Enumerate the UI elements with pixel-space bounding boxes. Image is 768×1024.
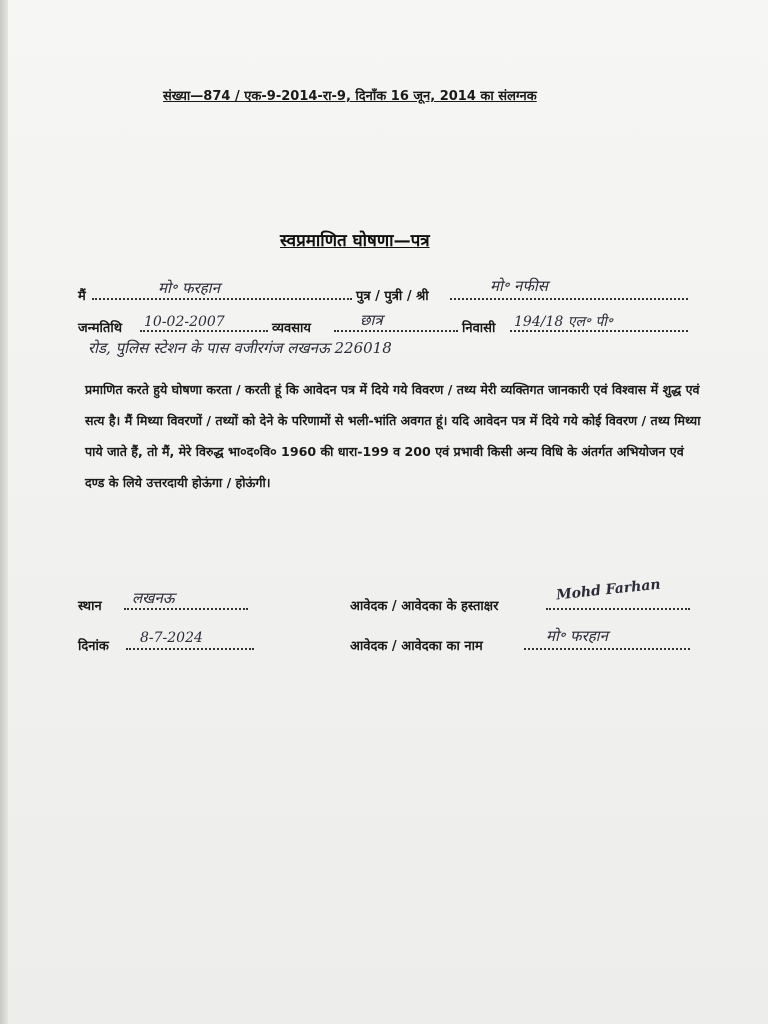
dob-field-line	[140, 330, 268, 332]
label-main: मैं	[78, 289, 86, 304]
applicant-name-field-line	[524, 648, 690, 650]
declarant-name: मो॰ फरहान	[158, 279, 220, 297]
occupation: छात्र	[360, 311, 383, 329]
label-residence: निवासी	[462, 321, 496, 336]
place-value: लखनऊ	[132, 589, 175, 607]
applicant-name-row	[350, 627, 698, 654]
label-signature: आवेदक / आवेदका के हस्ताक्षर	[350, 599, 499, 614]
reference-number: संख्या—874 / एक-9-2014-रा-9, दिनाँक 16 जून, 2014 का संलग्नक	[163, 89, 537, 104]
label-place: स्थान	[78, 599, 102, 614]
occupation-field-line	[334, 330, 458, 332]
document-page	[8, 0, 768, 1024]
date-field-line	[126, 648, 254, 650]
place-row	[78, 589, 268, 614]
applicant-name: मो॰ फरहान	[546, 627, 608, 645]
label-occupation: व्यवसाय	[272, 321, 311, 336]
document-title: स्वप्रमाणित घोषणा—पत्र	[280, 231, 430, 251]
father-name-field-line	[450, 298, 688, 300]
address-part-1: 194/18 एल॰ पी॰	[514, 314, 613, 330]
address-part-2: रोड, पुलिस स्टेशन के पास वजीरगंज लखनऊ 226018	[88, 339, 392, 357]
declarant-line	[78, 277, 698, 304]
date-of-birth: 10-02-2007	[144, 314, 225, 330]
father-name: मो॰ नफीस	[490, 277, 548, 295]
signature-field-line	[546, 608, 690, 610]
declaration-text: प्रमाणित करते हुये घोषणा करता / करती हूं कि आवेदन पत्र में दिये गये विवरण / तथ्य मेरी व्यक्तिगत जानकारी एवं विश्वास में शुद्ध एवं सत्य है। मैं मिथ्या विवरणों / तथ्यों को देने के परिणामों से भली-भांति अवगत हूं। यदि आवेदन पत्र में दिये गये कोई विवरण / तथ्य मिथ्या पाये जाते हैं, तो मैं, मेरे विरुद्ध भा०द०वि० 1960 की धारा-199 व 200 एवं प्रभावी किसी अन्य विधि के अंतर्गत अभियोजन एवं दण्ड के लिये उत्तरदायी होऊंगा / होऊंगी।	[85, 382, 701, 490]
signature-row	[350, 576, 698, 614]
label-applicant-name: आवेदक / आवेदका का नाम	[350, 639, 483, 654]
place-field-line	[124, 608, 248, 610]
address-line	[88, 339, 698, 364]
date-value: 8-7-2024	[140, 630, 203, 646]
date-row	[78, 632, 268, 654]
label-relation: पुत्र / पुत्री / श्री	[356, 289, 429, 304]
details-line	[78, 311, 698, 336]
name-field-line	[92, 298, 352, 300]
label-date: दिनांक	[78, 639, 109, 654]
paper-shadow-edge	[0, 0, 8, 1024]
applicant-signature: Mohd Farhan	[555, 576, 662, 604]
label-dob: जन्मतिथि	[78, 321, 123, 336]
